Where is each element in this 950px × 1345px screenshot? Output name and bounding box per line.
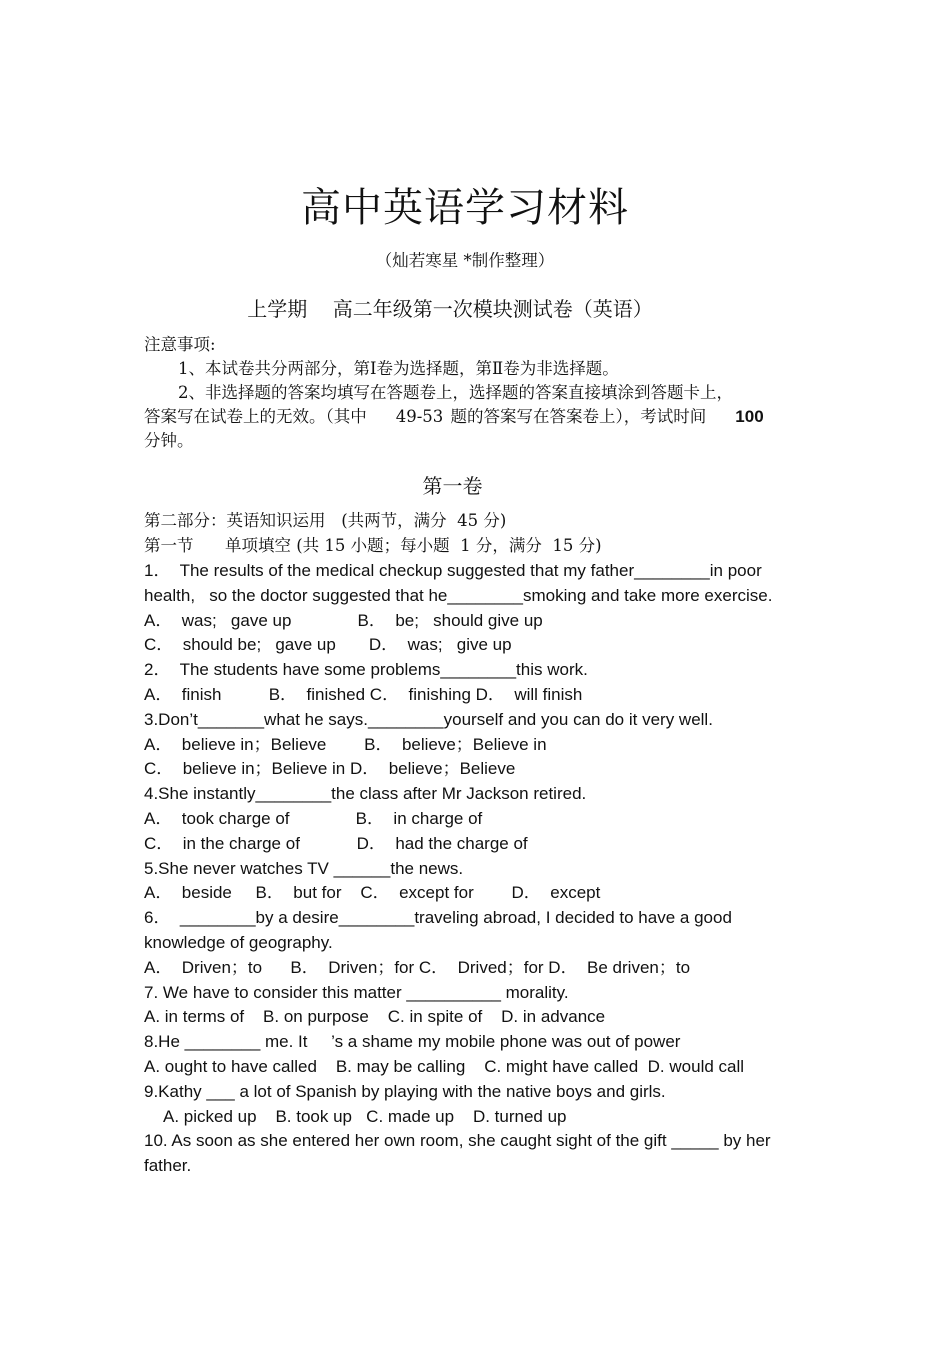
option-line: A. ought to have called B. may be calling C. might have called D. would call bbox=[144, 1056, 745, 1076]
option-line: A. in terms of B. on purpose C. in spite of D. in advance bbox=[144, 1007, 606, 1027]
notes-item-3 bbox=[144, 405, 824, 429]
option-line: A． beside B． but for C． except for D． except bbox=[144, 883, 601, 903]
option-line: C． believe in；Believe in D． believe；Believe bbox=[144, 759, 516, 779]
question-line: 6． ________by a desire________traveling abroad, I decided to have a good bbox=[144, 908, 732, 928]
page-title: 高中英语学习材料 bbox=[301, 185, 629, 231]
page-subtitle: （灿若寒星 *制作整理） bbox=[375, 251, 555, 270]
question-line: 8.He ________ me. It ’s a shame my mobile phone was out of power bbox=[144, 1032, 681, 1052]
part-heading: 第一节 单项填空 (共 15 小题；每小题 1 分，满分 15 分) bbox=[144, 536, 602, 555]
question-line: 3.Don’t_______what he says.________yourself and you can do it very well. bbox=[144, 709, 713, 729]
question-line: 1． The results of the medical checkup suggested that my father________in poor bbox=[144, 561, 762, 580]
question-line: 4.She instantly________the class after Mr Jackson retired. bbox=[144, 784, 587, 804]
question-line: 7. We have to consider this matter __________ morality. bbox=[144, 982, 569, 1002]
question-line: 9.Kathy ___ a lot of Spanish by playing with the native boys and girls. bbox=[144, 1081, 666, 1101]
exam-heading: 上学期 高二年级第一次模块测试卷（英语） bbox=[247, 297, 653, 321]
option-line: A． finish B． finished C． finishing D． will finish bbox=[144, 684, 583, 704]
option-line: C． in the charge of D． had the charge of bbox=[144, 833, 528, 853]
question-line: 2． The students have some problems________this work. bbox=[144, 660, 588, 680]
notes-label: 注意事项: bbox=[144, 335, 216, 354]
question-line: father. bbox=[144, 1156, 192, 1176]
option-line: A． believe in；Believe B． believe；Believe in bbox=[144, 734, 547, 754]
question-line: 5.She never watches TV ______the news. bbox=[144, 858, 464, 878]
question-list bbox=[144, 559, 824, 1179]
option-line: A． Driven；to B． Driven；for C． Drived；for D． Be driven；to bbox=[144, 957, 691, 977]
question-line: knowledge of geography. bbox=[144, 932, 333, 952]
option-line: A． was; gave up B． be; should give up bbox=[144, 610, 543, 630]
exam-notes bbox=[144, 333, 824, 453]
notes-item-2: 2、非选择题的答案均填写在答题卷上，选择题的答案直接填涂到答题卡上， bbox=[178, 383, 733, 402]
question-line: 10. As soon as she entered her own room, she caught sight of the gift _____ by her bbox=[144, 1131, 771, 1151]
section-title: 第一卷 bbox=[422, 474, 483, 498]
notes-item-3-text: 答案写在试卷上的无效。（其中 49-53 题的答案写在答案卷上），考试时间 bbox=[144, 407, 736, 426]
question-line: health, so the doctor suggested that he________smoking and take more exercise. bbox=[144, 585, 773, 605]
option-line: C． should be; gave up D． was; give up bbox=[144, 635, 512, 655]
option-line: A. picked up B. took up C. made up D. turned up bbox=[163, 1106, 567, 1126]
part-heading: 第二部分：英语知识运用 (共两节，满分 45 分) bbox=[144, 511, 507, 530]
option-line: A． took charge of B． in charge of bbox=[144, 808, 483, 828]
notes-item-4: 分钟。 bbox=[144, 431, 194, 450]
notes-item-1: 1、本试卷共分两部分，第Ⅰ卷为选择题，第Ⅱ卷为非选择题。 bbox=[178, 359, 619, 378]
part-headings bbox=[144, 508, 824, 558]
exam-duration: 100 bbox=[735, 407, 764, 426]
